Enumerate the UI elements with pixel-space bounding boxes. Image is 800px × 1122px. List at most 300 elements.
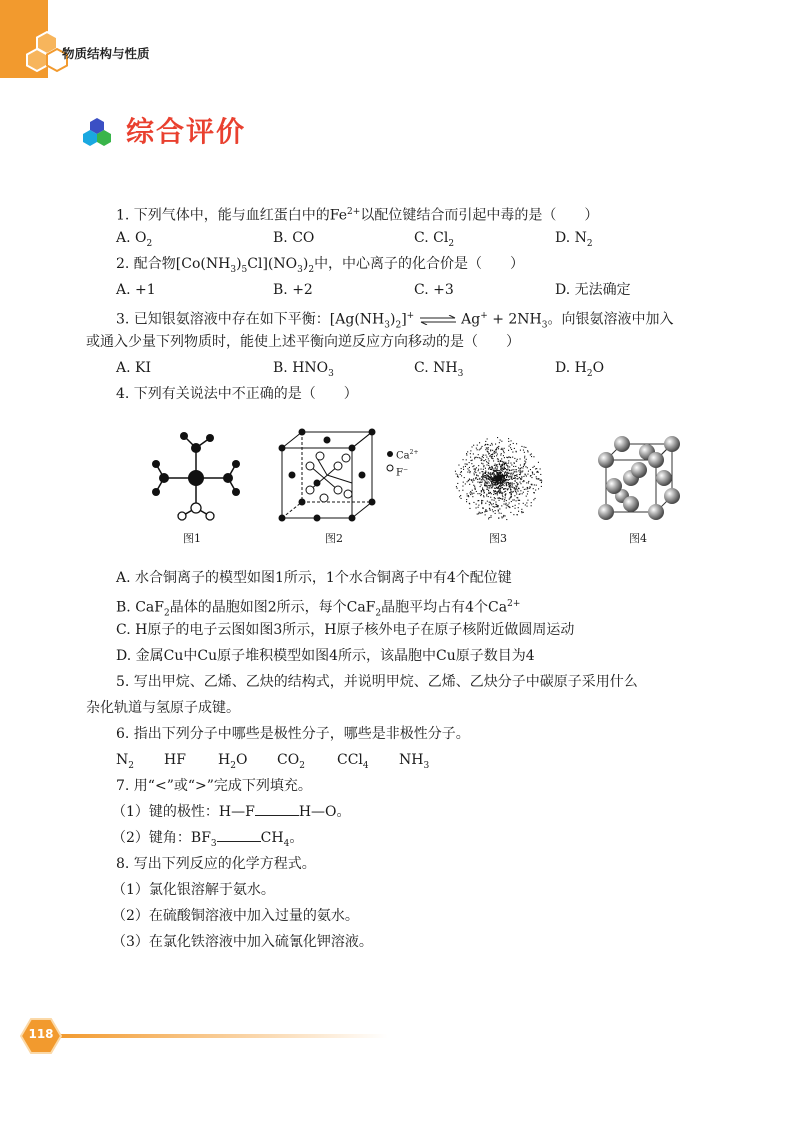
electron-dot: [486, 457, 487, 458]
electron-dot: [483, 466, 484, 467]
electron-dot: [506, 484, 507, 485]
electron-dot: [487, 501, 488, 502]
electron-dot: [493, 460, 494, 461]
electron-dot: [526, 476, 527, 477]
electron-dot: [520, 472, 521, 473]
electron-dot: [466, 501, 467, 502]
electron-dot: [460, 495, 461, 496]
electron-dot: [469, 479, 470, 480]
electron-dot: [493, 452, 494, 453]
electron-dot: [499, 513, 500, 514]
question-4-option-b: B. CaF$_2$晶体的晶胞如图2所示，每个CaF$_2$晶胞平均占有4个$Ca^{2+}$: [116, 599, 521, 619]
electron-dot: [536, 472, 537, 473]
electron-dot: [475, 468, 476, 469]
electron-dot: [500, 490, 501, 491]
electron-dot: [485, 472, 486, 473]
electron-dot: [486, 494, 487, 495]
electron-dot: [497, 468, 498, 469]
electron-dot: [489, 473, 490, 474]
electron-dot: [528, 471, 529, 472]
electron-dot: [526, 496, 527, 497]
electron-dot: [499, 497, 500, 498]
electron-dot: [487, 451, 488, 452]
electron-dot: [514, 495, 515, 496]
electron-dot: [488, 472, 489, 473]
electron-dot: [520, 478, 521, 479]
electron-dot: [533, 456, 534, 457]
electron-dot: [510, 444, 511, 445]
electron-dot: [516, 500, 517, 501]
electron-dot: [526, 502, 527, 503]
electron-dot: [463, 482, 464, 483]
electron-dot: [502, 517, 503, 518]
electron-dot: [499, 472, 500, 473]
electron-dot: [474, 457, 475, 458]
electron-dot: [497, 480, 498, 481]
electron-dot: [504, 464, 505, 465]
question-2-option-c: C. +3: [414, 282, 454, 298]
electron-dot: [524, 457, 525, 458]
electron-dot: [489, 456, 490, 457]
electron-dot: [494, 465, 495, 466]
electron-dot: [488, 485, 489, 486]
electron-dot: [481, 484, 482, 485]
electron-dot: [500, 473, 501, 474]
electron-dot: [473, 493, 474, 494]
electron-dot: [496, 473, 497, 474]
electron-dot: [469, 484, 470, 485]
electron-dot: [488, 490, 489, 491]
electron-dot: [492, 478, 493, 479]
electron-dot: [481, 463, 482, 464]
electron-dot: [477, 482, 478, 483]
electron-dot: [538, 462, 539, 463]
electron-dot: [506, 477, 507, 478]
electron-dot: [513, 466, 514, 467]
electron-dot: [499, 470, 500, 471]
electron-dot: [489, 517, 490, 518]
electron-dot: [495, 465, 496, 466]
figure-4-caption: 图4: [629, 532, 647, 545]
electron-dot: [512, 457, 513, 458]
electron-dot: [504, 472, 505, 473]
electron-dot: [488, 481, 489, 482]
electron-dot: [485, 473, 486, 474]
electron-dot: [503, 484, 504, 485]
electron-dot: [499, 464, 500, 465]
electron-dot: [470, 457, 471, 458]
electron-dot: [458, 465, 459, 466]
electron-dot: [527, 487, 528, 488]
electron-dot: [501, 469, 502, 470]
electron-dot: [503, 515, 504, 516]
electron-dot: [490, 510, 491, 511]
electron-dot: [515, 505, 516, 506]
electron-dot: [497, 447, 498, 448]
electron-dot: [502, 495, 503, 496]
electron-dot: [533, 492, 534, 493]
electron-dot: [482, 512, 483, 513]
electron-dot: [525, 447, 526, 448]
electron-dot: [484, 483, 485, 484]
electron-dot: [501, 458, 502, 459]
electron-dot: [487, 486, 488, 487]
electron-dot: [479, 478, 480, 479]
electron-dot: [491, 487, 492, 488]
electron-dot: [498, 510, 499, 511]
electron-dot: [497, 464, 498, 465]
electron-dot: [506, 500, 507, 501]
electron-dot: [519, 477, 520, 478]
electron-dot: [511, 484, 512, 485]
electron-dot: [489, 460, 490, 461]
question-1-option-d: D. $N_2$: [555, 230, 593, 249]
electron-dot: [514, 478, 515, 479]
electron-dot: [474, 458, 475, 459]
electron-dot: [484, 480, 485, 481]
electron-dot: [497, 484, 498, 485]
question-3-stem: 3. 已知银氨溶液中存在如下平衡：$[Ag(NH_3)_2]^+$ $Ag^+ + 2NH_3$。向银氨溶液中加入: [116, 311, 674, 331]
electron-dot: [527, 474, 528, 475]
electron-dot: [524, 447, 525, 448]
electron-dot: [516, 451, 517, 452]
electron-dot: [491, 457, 492, 458]
electron-dot: [516, 469, 517, 470]
electron-dot: [493, 494, 494, 495]
electron-dot: [501, 513, 502, 514]
electron-dot: [523, 492, 524, 493]
electron-dot: [541, 486, 542, 487]
electron-dot: [506, 475, 507, 476]
electron-dot: [510, 512, 511, 513]
electron-dot: [483, 465, 484, 466]
electron-dot: [463, 466, 464, 467]
electron-dot: [494, 453, 495, 454]
electron-dot: [522, 481, 523, 482]
electron-dot: [489, 479, 490, 480]
electron-dot: [518, 467, 519, 468]
electron-dot: [488, 492, 489, 493]
electron-dot: [498, 448, 499, 449]
electron-dot: [468, 495, 469, 496]
electron-dot: [510, 447, 511, 448]
electron-dot: [482, 471, 483, 472]
electron-dot: [480, 495, 481, 496]
figure-1-caption: 图1: [183, 532, 201, 545]
electron-dot: [517, 459, 518, 460]
electron-dot: [457, 488, 458, 489]
electron-dot: [521, 446, 522, 447]
question-6-molecule-hf: HF: [164, 752, 186, 768]
electron-dot: [488, 496, 489, 497]
electron-dot: [464, 477, 465, 478]
electron-dot: [528, 482, 529, 483]
electron-dot: [490, 502, 491, 503]
electron-dot: [478, 469, 479, 470]
electron-dot: [491, 467, 492, 468]
electron-dot: [455, 471, 456, 472]
figure-3-caption: 图3: [489, 532, 507, 545]
electron-dot: [494, 479, 495, 480]
electron-dot: [502, 487, 503, 488]
electron-dot: [487, 476, 488, 477]
electron-dot: [499, 463, 500, 464]
electron-dot: [509, 487, 510, 488]
electron-dot: [470, 492, 471, 493]
electron-dot: [495, 504, 496, 505]
electron-dot: [481, 503, 482, 504]
electron-dot: [511, 470, 512, 471]
electron-dot: [494, 507, 495, 508]
question-6-molecule-co2: $CO_2$: [277, 752, 305, 771]
electron-dot: [502, 475, 503, 476]
electron-dot: [492, 454, 493, 455]
section-title: 综合评价: [126, 115, 247, 148]
electron-dot: [481, 491, 482, 492]
question-2-option-b: B. +2: [273, 282, 313, 298]
question-5-stem-line2: 杂化轨道与氢原子成键。: [86, 700, 240, 716]
electron-dot: [481, 482, 482, 483]
electron-dot: [500, 488, 501, 489]
electron-dot: [482, 463, 483, 464]
electron-dot: [508, 438, 509, 439]
electron-dot: [500, 461, 501, 462]
electron-dot: [520, 482, 521, 483]
electron-dot: [529, 488, 530, 489]
question-4-option-c: C. H原子的电子云图如图3所示，H原子核外电子在原子核附近做圆周运动: [116, 622, 575, 638]
electron-dot: [514, 448, 515, 449]
electron-dot: [509, 473, 510, 474]
electron-dot: [495, 488, 496, 489]
electron-dot: [471, 463, 472, 464]
electron-dot: [505, 504, 506, 505]
electron-dot: [512, 483, 513, 484]
electron-dot: [456, 473, 457, 474]
electron-dot: [528, 481, 529, 482]
electron-dot: [477, 514, 478, 515]
electron-dot: [509, 492, 510, 493]
electron-dot: [506, 507, 507, 508]
electron-dot: [482, 446, 483, 447]
electron-dot: [498, 487, 499, 488]
electron-dot: [535, 498, 536, 499]
electron-dot: [466, 459, 467, 460]
electron-dot: [479, 442, 480, 443]
electron-dot: [507, 467, 508, 468]
question-3-option-b: B. $HNO_3$: [273, 360, 334, 379]
electron-dot: [459, 496, 460, 497]
electron-dot: [506, 474, 507, 475]
footer-line: [58, 1034, 388, 1038]
electron-dot: [476, 491, 477, 492]
electron-dot: [493, 482, 494, 483]
electron-dot: [524, 461, 525, 462]
electron-dot: [484, 492, 485, 493]
electron-dot: [520, 483, 521, 484]
question-6-molecule-h2o: $H_2O$: [218, 752, 248, 771]
electron-dot: [481, 500, 482, 501]
electron-dot: [521, 511, 522, 512]
electron-dot: [508, 473, 509, 474]
electron-dot: [515, 491, 516, 492]
electron-dot: [479, 482, 480, 483]
electron-dot: [511, 464, 512, 465]
electron-dot: [522, 493, 523, 494]
electron-dot: [511, 440, 512, 441]
electron-dot: [489, 467, 490, 468]
electron-dot: [484, 485, 485, 486]
question-1-option-c: C. $Cl_2$: [414, 230, 455, 249]
electron-dot: [493, 470, 494, 471]
electron-dot: [500, 455, 501, 456]
electron-dot: [503, 476, 504, 477]
electron-dot: [501, 479, 502, 480]
electron-dot: [510, 484, 511, 485]
electron-dot: [535, 468, 536, 469]
electron-dot: [486, 489, 487, 490]
electron-dot: [495, 467, 496, 468]
electron-dot: [541, 482, 542, 483]
question-3-stem-line2: 或通入少量下列物质时，能使上述平衡向逆反应方向移动的是（ ）: [86, 334, 520, 350]
electron-dot: [509, 466, 510, 467]
electron-dot: [534, 474, 535, 475]
electron-dot: [508, 450, 509, 451]
electron-dot: [513, 469, 514, 470]
electron-dot: [474, 473, 475, 474]
electron-dot: [504, 483, 505, 484]
electron-dot: [495, 484, 496, 485]
electron-dot: [485, 477, 486, 478]
electron-dot: [501, 505, 502, 506]
electron-dot: [535, 490, 536, 491]
electron-dot: [495, 477, 496, 478]
electron-dot: [516, 487, 517, 488]
electron-dot: [477, 493, 478, 494]
electron-dot: [481, 447, 482, 448]
electron-dot: [488, 518, 489, 519]
electron-dot: [512, 469, 513, 470]
electron-dot: [490, 469, 491, 470]
electron-dot: [517, 497, 518, 498]
electron-dot: [494, 473, 495, 474]
electron-dot: [472, 496, 473, 497]
electron-dot: [474, 486, 475, 487]
electron-dot: [497, 481, 498, 482]
electron-dot: [514, 471, 515, 472]
electron-dot: [485, 441, 486, 442]
electron-dot: [521, 509, 522, 510]
electron-dot: [511, 477, 512, 478]
electron-dot: [538, 478, 539, 479]
electron-dot: [523, 503, 524, 504]
electron-dot: [488, 453, 489, 454]
electron-dot: [525, 474, 526, 475]
electron-dot: [495, 491, 496, 492]
electron-dot: [485, 475, 486, 476]
electron-dot: [527, 450, 528, 451]
question-1-stem: 1. 下列气体中，能与血红蛋白中的$Fe^{2+}$以配位键结合而引起中毒的是（ ）: [116, 207, 599, 224]
electron-dot: [506, 463, 507, 464]
electron-dot: [508, 484, 509, 485]
electron-dot: [489, 482, 490, 483]
question-3-option-c: C. $NH_3$: [414, 360, 464, 379]
electron-dot: [505, 474, 506, 475]
electron-dot: [474, 471, 475, 472]
electron-dot: [531, 502, 532, 503]
electron-dot: [500, 485, 501, 486]
electron-dot: [491, 469, 492, 470]
electron-dot: [490, 497, 491, 498]
electron-dot: [503, 489, 504, 490]
electron-dot: [491, 458, 492, 459]
electron-dot: [517, 478, 518, 479]
electron-dot: [520, 470, 521, 471]
electron-dot: [495, 471, 496, 472]
question-8-part-2: （2）在硫酸铜溶液中加入过量的氨水。: [112, 908, 359, 924]
electron-dot: [496, 449, 497, 450]
electron-dot: [503, 468, 504, 469]
electron-dot: [512, 506, 513, 507]
electron-dot: [459, 490, 460, 491]
electron-dot: [485, 511, 486, 512]
electron-dot: [475, 488, 476, 489]
electron-dot: [473, 478, 474, 479]
electron-dot: [507, 505, 508, 506]
figure-2-caption: 图2: [325, 532, 343, 545]
electron-dot: [532, 467, 533, 468]
electron-dot: [483, 469, 484, 470]
question-4-stem: 4. 下列有关说法中不正确的是（ ）: [116, 386, 358, 402]
electron-dot: [488, 476, 489, 477]
fill-blank[interactable]: [217, 829, 261, 842]
electron-dot: [514, 475, 515, 476]
electron-dot: [518, 503, 519, 504]
electron-dot: [486, 478, 487, 479]
electron-dot: [498, 474, 499, 475]
electron-dot: [519, 488, 520, 489]
question-2-stem: 2. 配合物$[Co(NH_3)_5Cl](NO_3)_2$中，中心离子的化合价是（ ）: [116, 256, 525, 275]
electron-dot: [504, 466, 505, 467]
electron-dot: [500, 479, 501, 480]
electron-dot: [530, 469, 531, 470]
electron-dot: [496, 492, 497, 493]
electron-dot: [460, 474, 461, 475]
cube-cluster-icon: [82, 117, 112, 147]
electron-dot: [490, 481, 491, 482]
electron-dot: [517, 514, 518, 515]
electron-dot: [492, 444, 493, 445]
electron-dot: [491, 443, 492, 444]
electron-dot: [478, 513, 479, 514]
electron-dot: [536, 468, 537, 469]
electron-dot: [490, 503, 491, 504]
electron-dot: [495, 464, 496, 465]
electron-dot: [508, 463, 509, 464]
electron-dot: [488, 449, 489, 450]
fill-blank[interactable]: [255, 803, 299, 816]
electron-dot: [502, 493, 503, 494]
electron-dot: [496, 472, 497, 473]
electron-dot: [485, 509, 486, 510]
electron-dot: [521, 472, 522, 473]
electron-dot: [470, 491, 471, 492]
electron-dot: [497, 488, 498, 489]
electron-dot: [473, 480, 474, 481]
electron-dot: [524, 465, 525, 466]
electron-dot: [477, 449, 478, 450]
electron-dot: [500, 491, 501, 492]
electron-dot: [504, 491, 505, 492]
